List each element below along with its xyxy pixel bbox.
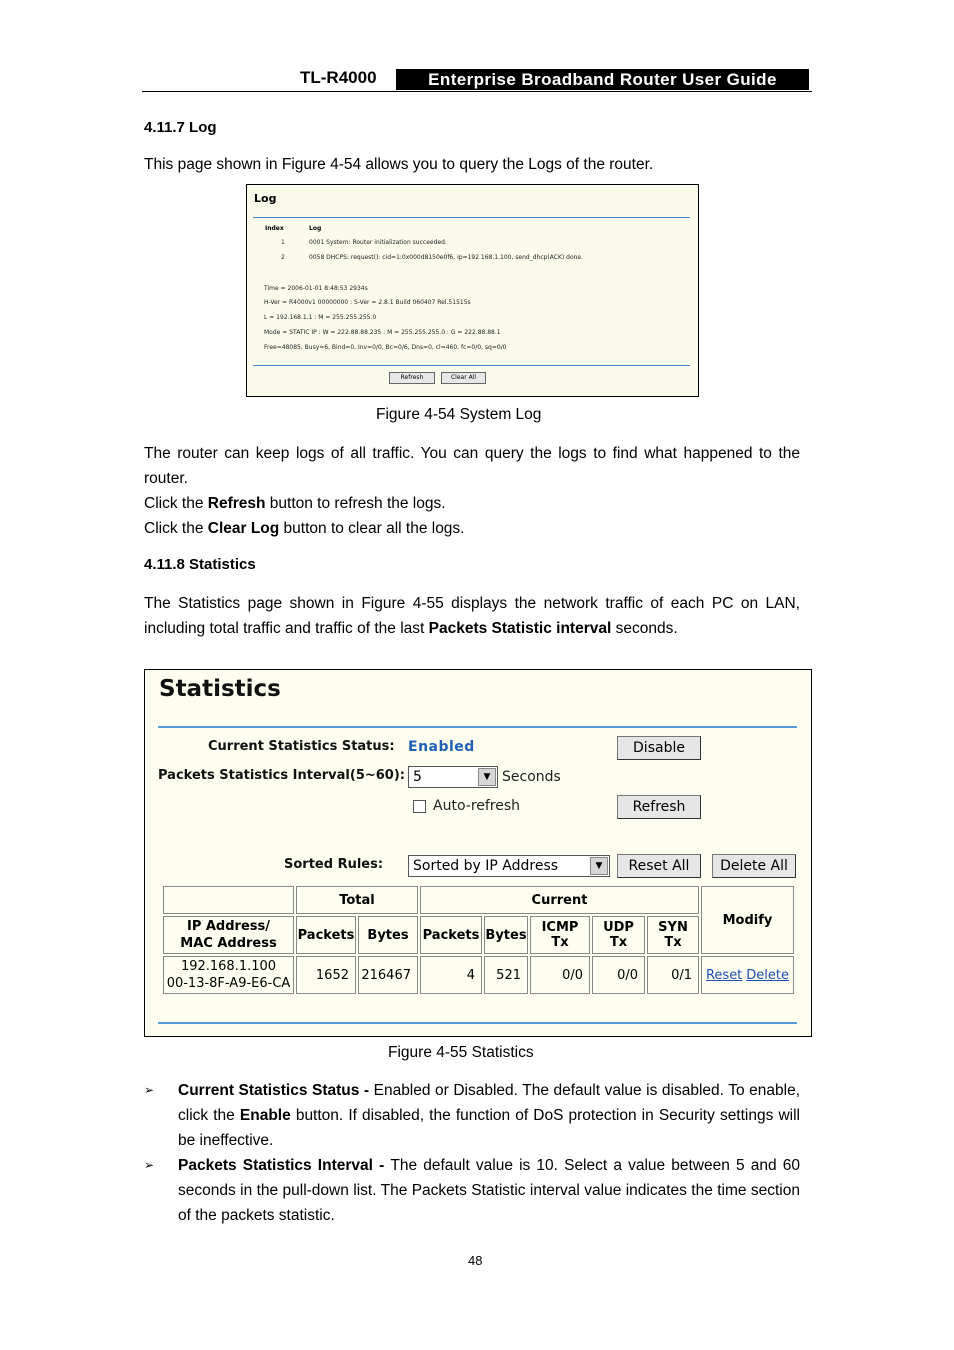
row-reset-link[interactable]: Reset xyxy=(705,967,743,983)
table-group-current: Current xyxy=(420,886,699,914)
chevron-down-icon: ▼ xyxy=(590,857,608,875)
header-rule xyxy=(142,91,812,92)
table-col-total-packets: Packets xyxy=(296,916,356,954)
delete-all-button[interactable]: Delete All xyxy=(712,854,796,878)
log-col-index: Index xyxy=(265,225,284,232)
log-row-index: 1 xyxy=(281,239,285,246)
log-row-text: 0001 System: Router initialization succeeded. xyxy=(309,239,447,246)
row-icmp-tx: 0/0 xyxy=(530,956,590,994)
log-intro: This page shown in Figure 4-54 allows you to query the Logs of the router. xyxy=(144,156,654,173)
table-col-icmp-tx: ICMP Tx xyxy=(530,916,590,954)
statistics-top-rule xyxy=(158,726,797,728)
log-refresh-button[interactable]: Refresh xyxy=(389,372,435,384)
log-clear-all-button[interactable]: Clear All xyxy=(441,372,486,384)
row-udp-tx: 0/0 xyxy=(592,956,645,994)
interval-unit: Seconds xyxy=(502,769,561,785)
row-mac-address: 00-13-8F-A9-E6-CA xyxy=(166,976,291,991)
sorted-rules-value: Sorted by IP Address xyxy=(413,858,559,874)
log-para: The router can keep logs of all traffic. You can query the logs to find what happened to the router. xyxy=(144,445,800,487)
log-info-time: Time = 2006-01-01 8:48:53 2934s xyxy=(264,285,368,292)
log-bottom-rule xyxy=(253,365,690,366)
page-number: 48 xyxy=(468,1253,483,1268)
row-delete-link[interactable]: Delete xyxy=(746,967,790,983)
log-info-lan: L = 192.168.1.1 : M = 255.255.255.0 xyxy=(264,314,377,321)
sorted-rules-select[interactable] xyxy=(408,855,610,877)
header-model: TL-R4000 xyxy=(300,68,377,87)
header-guide-title: Enterprise Broadband Router User Guide xyxy=(396,69,809,90)
table-col-modify: Modify xyxy=(701,886,794,954)
figure-caption-log: Figure 4-54 System Log xyxy=(376,406,542,423)
interval-select[interactable] xyxy=(408,766,498,788)
table-col-ip-mac: IP Address/ MAC Address xyxy=(163,916,294,954)
log-row-text: 0058 DHCPS: request(): cid=1:0x000d8150e0f6, ip=192.168.1.100, send_dhcp(ACK) done. xyxy=(309,254,584,261)
table-col-syn-tx: SYN Tx xyxy=(647,916,699,954)
status-label: Current Statistics Status: xyxy=(208,739,395,754)
auto-refresh-checkbox[interactable] xyxy=(413,800,426,813)
row-total-packets: 1652 xyxy=(296,956,356,994)
status-value: Enabled xyxy=(408,739,475,755)
interval-select-value: 5 xyxy=(413,769,422,785)
reset-all-button[interactable]: Reset All xyxy=(617,854,701,878)
log-row-index: 2 xyxy=(281,254,285,261)
table-header-blank xyxy=(163,886,294,914)
statistics-intro: The Statistics page shown in Figure 4-55 displays the network traffic of each PC on LAN, including total traffic and traffic of the last Packets Statistic interval seconds. xyxy=(144,595,800,637)
auto-refresh-label: Auto-refresh xyxy=(433,798,521,814)
table-col-total-bytes: Bytes xyxy=(358,916,418,954)
log-info-stats: Free=48085, Busy=6, Bind=0, Inv=0/0, Bc=0/6, Dns=0, cl=460, fc=0/0, sq=0/0 xyxy=(264,344,507,351)
bullet-arrow-icon: ➢ xyxy=(144,1083,155,1097)
row-total-bytes: 216467 xyxy=(358,956,418,994)
log-info-wan: Mode = STATIC IP : W = 222.88.88.235 : M = 255.255.255.0 : G = 222.88.88.1 xyxy=(264,329,501,336)
statistics-screen-title: Statistics xyxy=(159,676,281,702)
table-col-current-packets: Packets xyxy=(420,916,482,954)
statistics-bottom-rule xyxy=(158,1022,797,1024)
section-heading-statistics: 4.11.8 Statistics xyxy=(144,556,256,573)
figure-caption-statistics: Figure 4-55 Statistics xyxy=(388,1044,534,1061)
bullet-current-status: Current Statistics Status - Enabled or Disabled. The default value is disabled. To enable, click the Enable button. If disabled, the function of DoS protection in Security settings will be ineffective. xyxy=(178,1082,800,1149)
sorted-rules-label: Sorted Rules: xyxy=(284,857,384,872)
table-row-ip-mac xyxy=(163,956,294,994)
log-refresh-instruction: Click the Refresh button to refresh the logs. xyxy=(144,495,446,512)
table-col-current-bytes: Bytes xyxy=(484,916,528,954)
row-current-bytes: 521 xyxy=(484,956,528,994)
row-ip-address: 192.168.1.100 xyxy=(180,959,277,974)
chevron-down-icon: ▼ xyxy=(478,768,496,786)
log-col-log: Log xyxy=(309,225,322,232)
table-col-udp-tx: UDP Tx xyxy=(592,916,645,954)
row-modify xyxy=(701,956,794,994)
bullet-arrow-icon: ➢ xyxy=(144,1158,155,1172)
log-screen-title: Log xyxy=(254,192,277,205)
log-top-rule xyxy=(253,217,690,218)
disable-button[interactable]: Disable xyxy=(617,736,701,760)
log-info-version: H-Ver = R4000v1 00000000 : S-Ver = 2.8.1 Build 060407 Rel.51515s xyxy=(264,299,471,306)
row-current-packets: 4 xyxy=(420,956,482,994)
bullet-interval: Packets Statistics Interval - The default value is 10. Select a value between 5 and 60 seconds in the pull-down list. The Packets Statistic interval value indicates the time section of the packets statistic. xyxy=(178,1157,800,1224)
section-heading-log: 4.11.7 Log xyxy=(144,119,217,136)
table-group-total: Total xyxy=(296,886,418,914)
row-syn-tx: 0/1 xyxy=(647,956,699,994)
refresh-button[interactable]: Refresh xyxy=(617,795,701,819)
interval-label: Packets Statistics Interval(5~60): xyxy=(158,768,405,783)
log-clear-instruction: Click the Clear Log button to clear all the logs. xyxy=(144,520,465,537)
